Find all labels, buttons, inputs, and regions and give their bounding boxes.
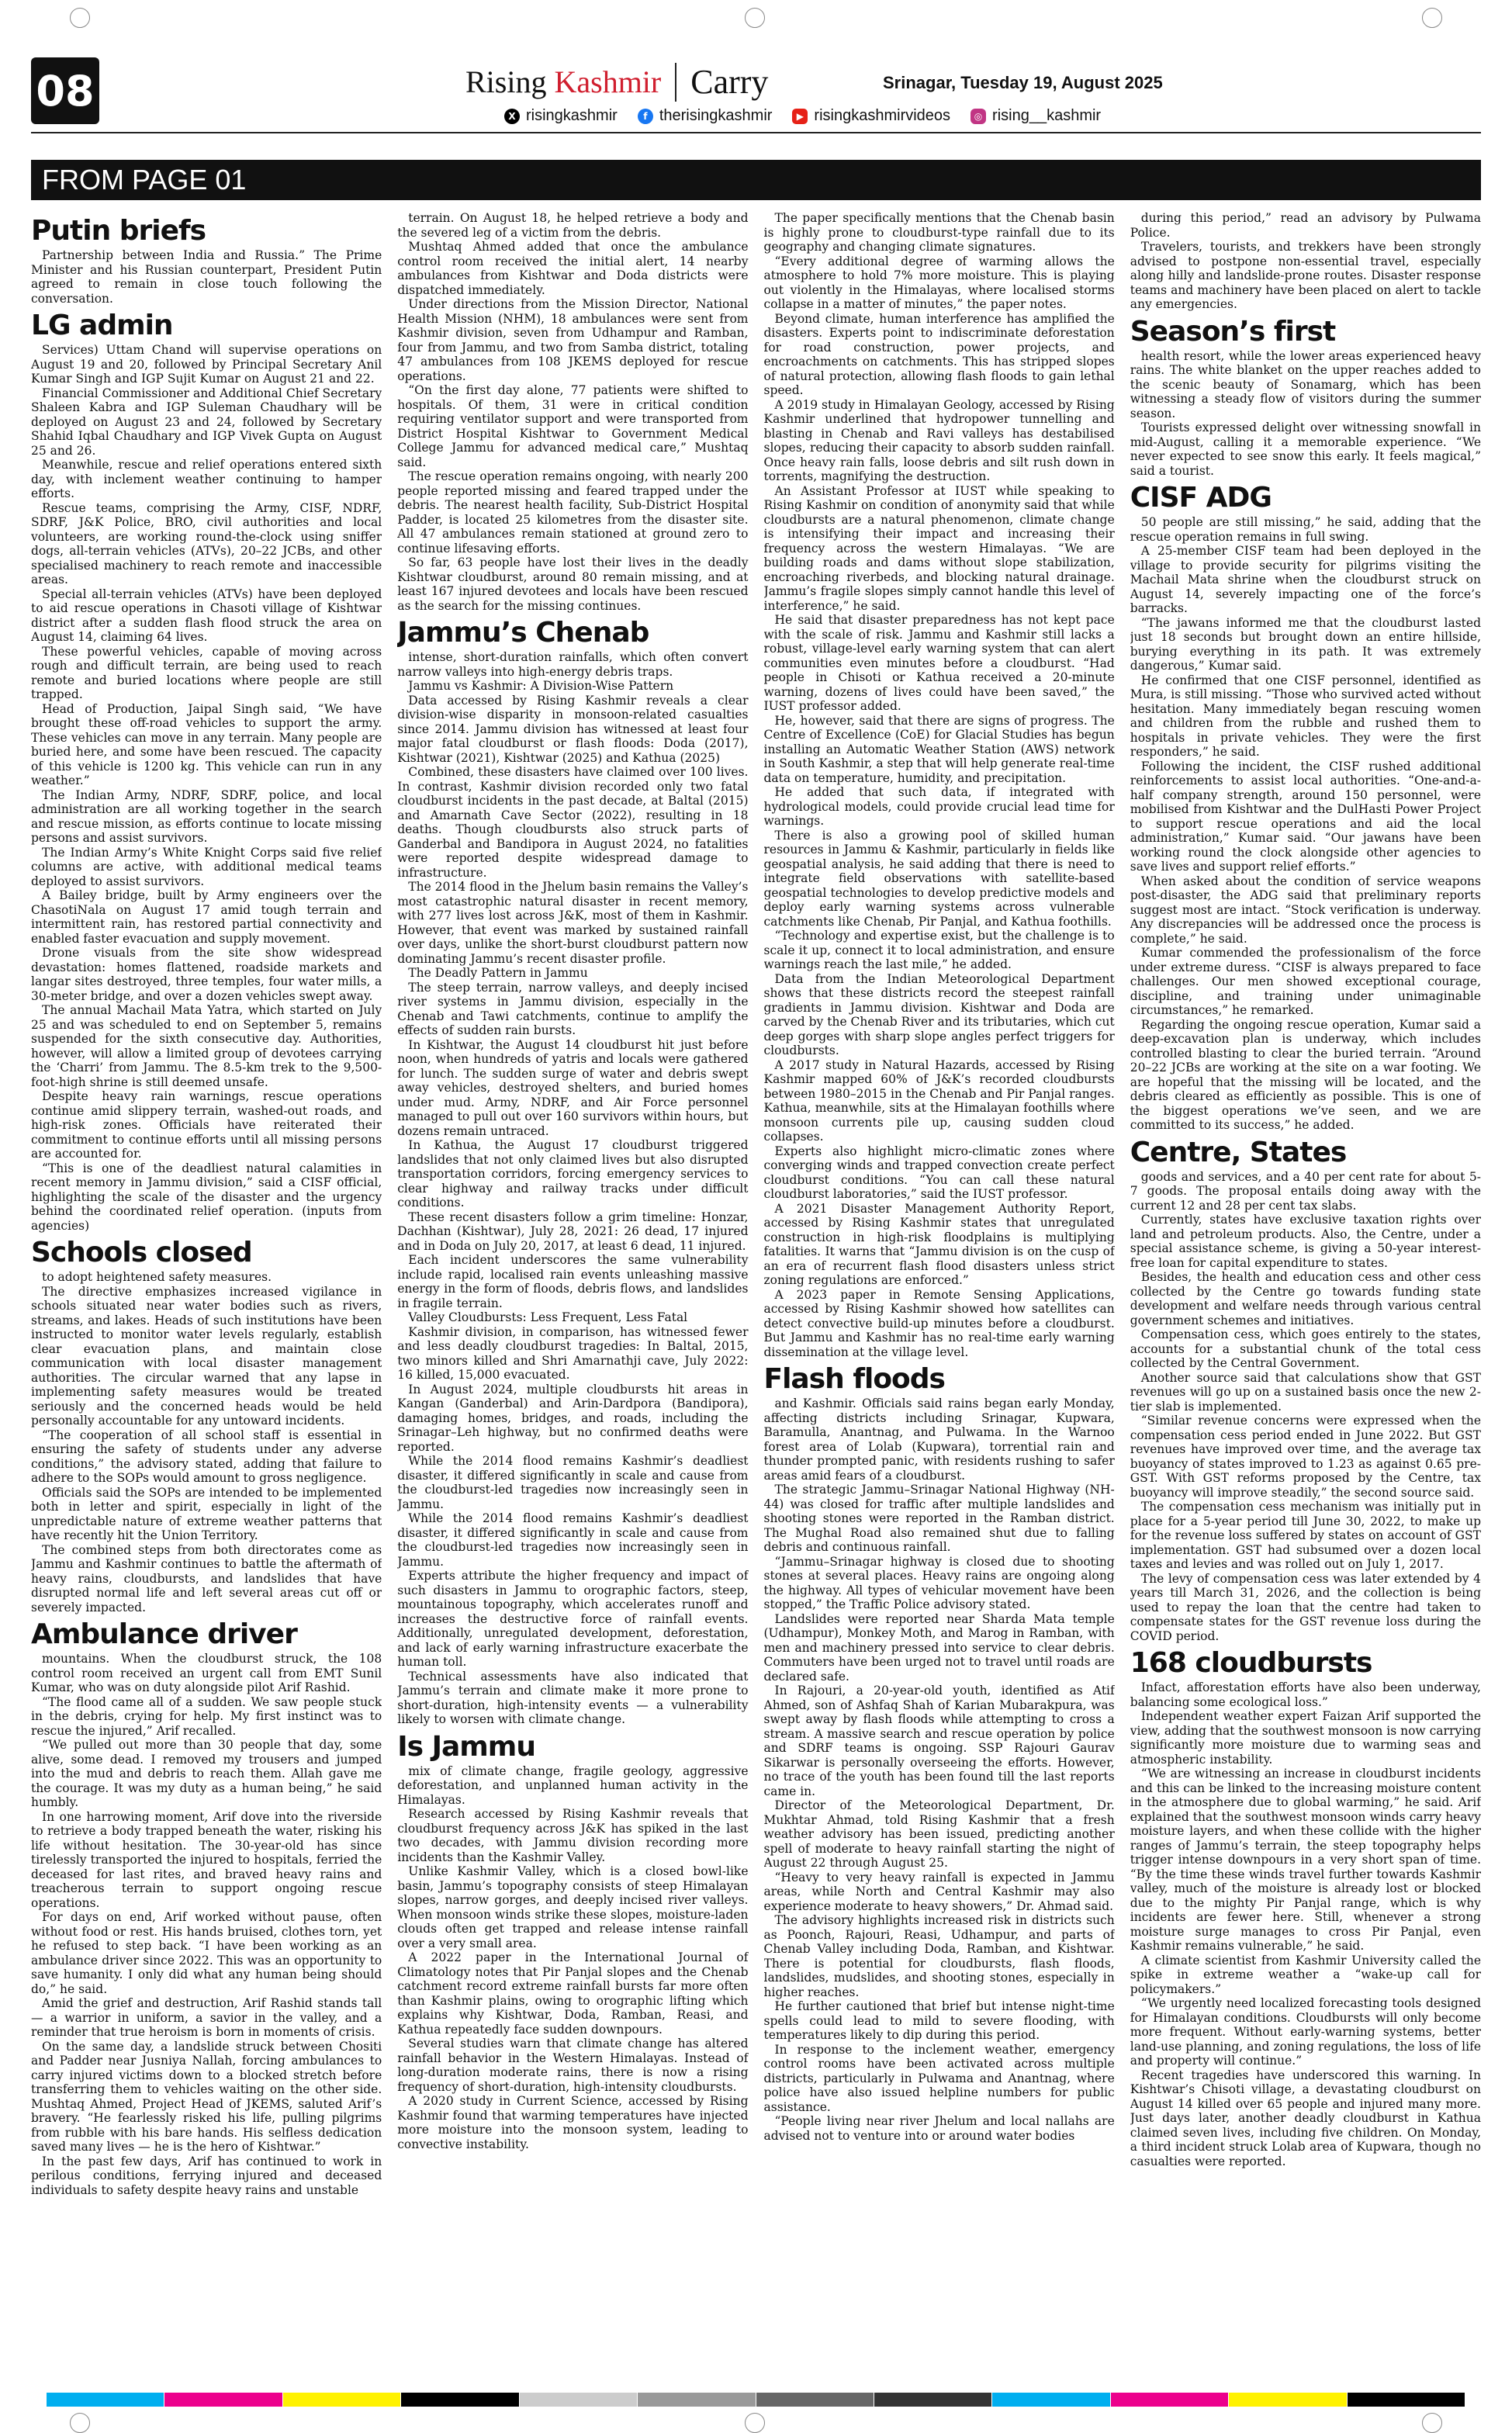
article-paragraph: In Kathua, the August 17 cloudburst triggered landslides that not only claimed lives but also disrupted transportation corridors, forcing emergency services to clear highway and railway tracks under difficult conditions. xyxy=(397,1138,749,1210)
article-paragraph: 50 people are still missing,” he said, adding that the rescue operation remains in full swing. xyxy=(1130,515,1481,544)
article-paragraph: Kumar commended the professionalism of the force under extreme duress. “CISF is always prepared to face challenges. Our men showed exceptional courage, discipline, and training under unimaginable circumstances,” he remarked. xyxy=(1130,946,1481,1017)
article-paragraph: A 2023 paper in Remote Sensing Applications, accessed by Rising Kashmir showed how satellites can detect convective build-up minutes before a cloudburst. But Jammu and Kashmir has no real-time early warning dissemination at the village level. xyxy=(763,1287,1115,1359)
article-paragraph: Research accessed by Rising Kashmir reveals that cloudburst frequency across J&K has spiked in the last two decades, with Jammu division recording more incidents than the Kashmir Valley. xyxy=(397,1807,749,1864)
article-paragraph: Meanwhile, rescue and relief operations entered sixth day, with inclement weather continuing to hamper efforts. xyxy=(31,458,382,500)
article-paragraph: He, however, said that there are signs of progress. The Centre of Excellence (CoE) for Glacial Studies has begun installing an Automatic Weather Station (AWS) network in South Kashmir, a step that will help generate real-time data on temperature, humidity, and precipitation. xyxy=(763,713,1115,785)
article-headline: Schools closed xyxy=(31,1237,252,1268)
social-facebook[interactable] xyxy=(638,107,773,125)
article-paragraph: Officials said the SOPs are intended to be implemented both in letter and spirit, especially in light of the unpredictable nature of extreme weather patterns that have recently hit the Union Territory. xyxy=(31,1485,382,1542)
article-paragraph: Beyond climate, human interference has amplified the disasters. Experts point to indiscriminate deforestation for road construction, power projects, and encroachments on catchments. This has stripped slopes of natural protection, allowing flash floods to gain lethal speed. xyxy=(763,311,1115,397)
column-4 xyxy=(1130,211,1481,2366)
column-3 xyxy=(764,211,1115,2366)
article-paragraph: “This is one of the deadliest natural calamities in recent memory in Jammu division,” said a CISF official, highlighting the scale of the disaster and the urgency behind the coordinated relief operation. (inputs from agencies) xyxy=(31,1161,382,1233)
registration-mark xyxy=(745,2413,765,2433)
article-paragraph: The Deadly Pattern in Jammu xyxy=(408,966,588,980)
column-2 xyxy=(397,211,748,2366)
article-paragraph: Jammu vs Kashmir: A Division-Wise Pattern xyxy=(408,679,674,693)
article-headline: Is Jammu xyxy=(397,1730,535,1763)
article-paragraph: A 2019 study in Himalayan Geology, accessed by Rising Kashmir underlined that hydropower tunnelling and blasting in Chenab and Ravi valleys has destabilised slopes, reducing their capacity to absorb sudden rainfall. Once heavy rain falls, loose debris and silt rush down in torrents, magnifying the destruction. xyxy=(763,397,1115,483)
article-headline: CISF ADG xyxy=(1130,482,1272,514)
article-paragraph: Rescue teams, comprising the Army, CISF, NDRF, SDRF, J&K Police, BRO, civil authorities and local volunteers, are working round-the-clock using sniffer dogs, all-terrain vehicles (ATVs), 20–22 JCBs, and other specialised machinery to reach remote and inaccessible areas. xyxy=(31,500,382,587)
social-instagram[interactable] xyxy=(971,107,1101,125)
article-paragraph: In one harrowing moment, Arif dove into the riverside to retrieve a body trapped beneath the water, risking his life without hesitation. The 30-year-old has since tirelessly transported the injured to hospitals, ferried the deceased for last rites, and braved heavy rains and treacherous terrain to support ongoing rescue operations. xyxy=(31,1809,382,1910)
article-paragraph: Data accessed by Rising Kashmir reveals a clear division-wise disparity in monsoon-related casualties since 2014. Jammu division has witnessed at least four major fatal cloudburst or flash floods: Doda (2017), Kishtwar (2021), Kishtwar (2025) and Kathua (2025) xyxy=(397,693,749,765)
article-paragraph: to adopt heightened safety measures. xyxy=(42,1270,272,1284)
article-paragraph: Besides, the health and education cess and other cess collected by the Centre go towards funding state development and welfare needs through various central government schemes and initiatives. xyxy=(1130,1270,1481,1327)
article-paragraph: Amid the grief and destruction, Arif Rashid stands tall — a warrior in uniform, a savior in the valley, and a reminder that true heroism is born in moments of crisis. xyxy=(31,1996,382,2039)
article-paragraph: “We urgently need localized forecasting tools designed for Himalayan conditions. Cloudbursts will only become more frequent. Without early-warning systems, better land-use planning, and zoning regulations, the loss of life and property will continue.” xyxy=(1130,1996,1481,2068)
article-headline: Flash floods xyxy=(763,1363,945,1395)
article-paragraph: The 2014 flood in the Jhelum basin remains the Valley’s most catastrophic natural disaster in recent memory, with 277 lives lost across J&K, most of them in Kashmir. However, that event was marked by sustained rainfall over days, unlike the short-burst cloudburst pattern now dominating Jammu’s recent disaster profile. xyxy=(397,880,749,966)
article-paragraph: A 2021 Disaster Management Authority Report, accessed by Rising Kashmir states that unregulated construction in high-risk floodplains is multiplying fatalities. It warns that “Jammu division is on the cusp of an era of recurrent flash flood disasters unless strict zoning regulations are enforced.” xyxy=(763,1201,1115,1287)
article-paragraph: mountains. When the cloudburst struck, the 108 control room received an urgent call from EMT Sunil Kumar, who was on duty alongside pilot Arif Rashid. xyxy=(31,1652,382,1694)
social-handle: risingkashmir xyxy=(526,107,618,124)
article-paragraph: The strategic Jammu–Srinagar National Highway (NH-44) was closed for traffic after multiple landslides and shooting stones were reported in the Ramban district. The Mughal Road also remained shut due to falling debris and continuous rainfall. xyxy=(763,1483,1115,1554)
article-paragraph: Partnership between India and Russia.” The Prime Minister and his Russian counterpart, President Putin agreed to remain in close touch following the conversation. xyxy=(31,248,382,306)
article-paragraph: terrain. On August 18, he helped retrieve a body and the severed leg of a victim from the debris. xyxy=(397,211,749,240)
instagram-icon: ◎ xyxy=(971,109,986,124)
article-paragraph: In August 2024, multiple cloudbursts hit areas in Kangan (Ganderbal) and Arin-Dardpora (Bandipora), damaging homes, bridges, and roads, including the Srinagar–Leh highway, but no confirmed deaths were reported. xyxy=(397,1382,749,1454)
youtube-icon: ▶ xyxy=(792,109,808,124)
article-paragraph: Drone visuals from the site show widespread devastation: homes flattened, roadside markets and langar sites destroyed, three temples, four water mills, a 30-meter bridge, and over a dozen vehicles swept away. xyxy=(31,946,382,1003)
registration-mark xyxy=(70,2413,90,2433)
registration-mark xyxy=(1422,2413,1442,2433)
article-paragraph: Regarding the ongoing rescue operation, Kumar said a deep-excavation plan is underway, which includes controlled blasting to clear the buried terrain. “Around 20–22 JCBs are working at the site on a war footing. We are hopeful that the missing will be located, and the debris cleared as efficiently as possible. This is one of the biggest operations we’ve seen, and we are committed to its success,” he added. xyxy=(1130,1017,1481,1132)
article-paragraph: On the same day, a landslide struck between Chositi and Padder near Jusniya Nallah, forcing ambulances to carry injured victims down to a blocked stretch before transferring them to vehicles waiting on the other side. Mushtaq Ahmed, Project Head of JKEMS, saluted Arif’s bravery. “He fearlessly risked his life, pulling pilgrims from rubble with his bare hands. His selfless dedication saved many lives — he is the hero of Kishtwar.” xyxy=(31,2039,382,2154)
article-paragraph: “Every additional degree of warming allows the atmosphere to hold 7% more moisture. This is playing out violently in the Himalayas, where localised storms collapse in a matter of minutes,” the paper notes. xyxy=(763,254,1115,311)
dateline: Srinagar, Tuesday 19, August 2025 xyxy=(883,73,1163,92)
article-paragraph: So far, 63 people have lost their lives in the deadly Kishtwar cloudburst, around 80 remain missing, and at least 167 injured devotees and locals have been rescued as the search for the missing continues. xyxy=(397,555,749,613)
brand-logo xyxy=(465,64,661,100)
article-paragraph: The paper specifically mentions that the Chenab basin is highly prone to cloudburst-type rainfall due to its geography and changing climate signatures. xyxy=(763,211,1115,254)
article-paragraph: “The jawans informed me that the cloudburst lasted just 18 seconds but brought down an entire hillside, burying everything in its path. It was extremely dangerous,” Kumar said. xyxy=(1130,615,1481,673)
article-paragraph: For days on end, Arif worked without pause, often without food or rest. His hands bruised, clothes torn, yet he refused to step back. “I have been working as an ambulance driver since 2022. This was an opportunity to save humanity. I only did what any human being should do,” he said. xyxy=(31,1910,382,1996)
social-handle: rising__kashmir xyxy=(992,107,1102,124)
article-paragraph: Special all-terrain vehicles (ATVs) have been deployed to aid rescue operations in Chasoti village of Kishtwar district after a sudden flash flood struck the area on August 14, claiming 64 lives. xyxy=(31,587,382,644)
article-paragraph: In the past few days, Arif has continued to work in perilous conditions, ferrying injured and deceased individuals to safety despite heavy rains and unstable xyxy=(31,2154,382,2197)
article-paragraph: Combined, these disasters have claimed over 100 lives. In contrast, Kashmir division recorded only two fatal cloudburst incidents in the past decade, at Baltal (2015) and Amarnath Cave Sector (2022), resulting in 18 deaths. Though cloudbursts also struck parts of Ganderbal and Bandipora in August 2024, no fatalities were reported despite widespread damage to infrastructure. xyxy=(397,765,749,880)
article-paragraph: In Kishtwar, the August 14 cloudburst hit just before noon, when hundreds of yatris and locals were gathered for lunch. The sudden surge of water and debris swept away vehicles, destroyed shelters, and buried homes under mud. Army, NDRF, and Air Force personnel managed to pull out over 160 survivors within hours, but dozens remain untraced. xyxy=(397,1037,749,1138)
article-paragraph: There is also a growing pool of skilled human resources in Jammu & Kashmir, particularly in fields like geospatial analysis, he said adding that there is need to integrate field observations with satellite-based geospatial technologies to develop predictive models and deploy early warning systems across vulnerable catchments like Chenab, Pir Panjal, and Kathua foothills. xyxy=(763,828,1115,929)
section-banner: FROM PAGE 01 xyxy=(31,160,1481,200)
article-paragraph: Valley Cloudbursts: Less Frequent, Less Fatal xyxy=(408,1310,688,1324)
article-paragraph: The advisory highlights increased risk in districts such as Poonch, Rajouri, Reasi, Udhampur, and parts of Chenab Valley including Doda, Ramban, and Kishtwar. There is potential for cloudbursts, flash floods, landslides, mudslides, and shooting stones, especially in higher reaches. xyxy=(763,1913,1115,1999)
registration-mark xyxy=(1422,8,1442,28)
article-columns xyxy=(31,211,1481,2366)
article-paragraph: “Heavy to very heavy rainfall is expected in Jammu areas, while North and Central Kashmir may also experience moderate to heavy showers,” Dr. Ahmad said. xyxy=(763,1870,1115,1913)
article-paragraph: The annual Machail Mata Yatra, which started on July 25 and was scheduled to end on September 5, remains suspended for the sixth consecutive day. Authorities, however, will allow a limited group of devotees carrying the ‘Charri’ from Jammu. The 8.5-km trek to the 9,500-foot-high shrine is still deemed unsafe. xyxy=(31,1003,382,1089)
article-paragraph: “The cooperation of all school staff is essential in ensuring the safety of students under any adverse conditions,” the advisory stated, adding that failure to adhere to the SOPs would amount to gross negligence. xyxy=(31,1428,382,1485)
article-paragraph: A climate scientist from Kashmir University called the spike in extreme weather a “wake-up call for policymakers.” xyxy=(1130,1953,1481,1996)
article-headline: Putin briefs xyxy=(31,215,206,247)
article-paragraph: The levy of compensation cess was later extended by 4 years till March 31, 2026, and the collection is being used to repay the loan that the centre had taken to compensate states for the GST revenue loss during the COVID period. xyxy=(1130,1571,1481,1643)
article-paragraph: Financial Commissioner and Additional Chief Secretary Shaleen Kabra and IGP Suleman Chaudhary will be deployed on August 23 and 24, followed by Secretary Shahid Iqbal Chaudhary and IGP Vivek Gupta on August 25 and 26. xyxy=(31,386,382,458)
article-paragraph: Technical assessments have also indicated that Jammu’s terrain and climate make it more prone to short-duration, high-intensity events — a vulnerability likely to worsen with climate change. xyxy=(397,1669,749,1726)
article-paragraph: The steep terrain, narrow valleys, and deeply incised river systems in Jammu division, especially in the Chenab and Tawi catchments, continue to amplify the effects of sudden rain bursts. xyxy=(397,980,749,1037)
article-paragraph: Services) Uttam Chand will supervise operations on August 19 and 20, followed by Principal Secretary Anil Kumar Singh and IGP Sujit Kumar on August 21 and 22. xyxy=(31,343,382,386)
article-paragraph: Data from the Indian Meteorological Department shows that these districts record the steepest rainfall gradients in Jammu division. Kishtwar and Doda are carved by the Chenab River and its tributaries, which cut deep gorges with sharp slope angles perfect triggers for cloudbursts. xyxy=(763,971,1115,1057)
article-paragraph: Director of the Meteorological Department, Dr. Mukhtar Ahmad, told Rising Kashmir that a fresh weather advisory has been issued, predicting another spell of moderate to heavy rainfall starting the night of August 22 through August 25. xyxy=(763,1798,1115,1870)
article-paragraph: Following the incident, the CISF rushed additional reinforcements to assist local authorities. “One-and-a-half company strength, around 150 personnel, were mobilised from Kishtwar and the DulHasti Power Project to support rescue operations and aid the local administration,” Kumar said. “Our jawans have been working round the clock alongside other agencies to save lives and support relief efforts.” xyxy=(1130,759,1481,874)
article-paragraph: Currently, states have exclusive taxation rights over land and petroleum products. Also, the Centre, under a special assistance scheme, is giving a 50-year interest-free loan for capital expenditure to states. xyxy=(1130,1213,1481,1270)
article-paragraph: goods and services, and a 40 per cent rate for about 5-7 goods. The proposal entails doing away with the current 12 and 28 per cent tax slabs. xyxy=(1130,1169,1481,1213)
social-x[interactable] xyxy=(504,107,618,125)
article-paragraph: The rescue operation remains ongoing, with nearly 200 people reported missing and feared trapped under the debris. The nearest health facility, Sub-District Hospital Padder, is located 25 kilometres from the disaster site. All 47 ambulances remain stationed at ground zero to continue lifesaving efforts. xyxy=(397,469,749,555)
article-paragraph: “Technology and expertise exist, but the challenge is to scale it up, connect it to local administration, and ensure warnings reach the last mile,” he added. xyxy=(763,929,1115,971)
article-paragraph: Mushtaq Ahmed added that once the ambulance control room received the initial alert, 14 nearby ambulances from Kishtwar and Doda districts were dispatched immediately. xyxy=(397,240,749,297)
registration-mark xyxy=(70,8,90,28)
print-registration-marks-bottom xyxy=(0,2405,1512,2428)
article-paragraph: While the 2014 flood remains Kashmir’s deadliest disaster, it differed significantly in scale and cause from the cloudburst-led tragedies now increasingly seen in Jammu. xyxy=(397,1511,749,1569)
article-paragraph: These recent disasters follow a grim timeline: Honzar, Dachhan (Kishtwar), July 28, 2021: 26 dead, 17 injured and in Doda on July 20, 2017, at least 6 dead, 11 injured. xyxy=(397,1210,749,1253)
article-headline: Jammu’s Chenab xyxy=(397,617,649,649)
article-paragraph: The compensation cess mechanism was initially put in place for a 5-year period till June 30, 2022, to make up for the revenue loss suffered by states on account of GST implementation. GST had subsumed over a dozen local taxes and levies and was rolled out on July 1, 2017. xyxy=(1130,1500,1481,1571)
article-paragraph: While the 2014 flood remains Kashmir’s deadliest disaster, it differed significantly in scale and cause from the cloudburst-led tragedies now increasingly seen in Jammu. xyxy=(397,1454,749,1511)
article-paragraph: The Indian Army’s White Knight Corps said five relief columns are active, with additional medical teams deployed to assist survivors. xyxy=(31,845,382,888)
facebook-icon: f xyxy=(638,109,653,124)
article-paragraph: The Indian Army, NDRF, SDRF, police, and local administration are all working together in the search and rescue mission, as efforts continue to locate missing persons and assist survivors. xyxy=(31,787,382,845)
article-paragraph: Infact, afforestation efforts have also been underway, balancing some ecological loss.” xyxy=(1130,1680,1481,1709)
article-paragraph: He added that such data, if integrated with hydrological models, could provide crucial lead time for warnings. xyxy=(763,785,1115,828)
article-paragraph: Travelers, tourists, and trekkers have been strongly advised to postpone non-essential travel, especially along hilly and landslide-prone routes. Disaster response teams and machinery have been placed on alert to tackle any emergencies. xyxy=(1130,240,1481,311)
article-paragraph: Experts also highlight micro-climatic zones where converging winds and trapped convection create perfect cloudburst conditions. “You can call these natural cloudburst laboratories,” said the IUST professor. xyxy=(763,1144,1115,1201)
article-paragraph: A 2020 study in Current Science, accessed by Rising Kashmir found that warming temperatures have injected more moisture into the monsoon system, leading to convective instability. xyxy=(397,2094,749,2151)
brand-rising: Rising xyxy=(465,64,555,99)
social-handle: therisingkashmir xyxy=(659,107,773,124)
article-paragraph: “We pulled out more than 30 people that day, some alive, some dead. I removed my trousers and jumped into the mud and debris to reach them. Allah gave me the courage. It was my duty as a human being,” he said humbly. xyxy=(31,1738,382,1809)
article-paragraph: Under directions from the Mission Director, National Health Mission (NHM), 18 ambulances were sent from Kashmir division, seven from Udhampur and Ramban, four from Jammu, and two from Samba district, totaling 47 ambulances from 108 JKEMS deployed for rescue operations. xyxy=(397,297,749,383)
article-paragraph: He confirmed that one CISF personnel, identified as Mura, is still missing. “Those who survived acted without hesitation. Many immediately began rescuing women and children from the rubble and rushed them to hospitals in private vehicles. They were the first responders,” he said. xyxy=(1130,673,1481,759)
article-paragraph: The combined steps from both directorates come as Jammu and Kashmir continues to battle the aftermath of heavy rains, cloudbursts, and landslides that have disrupted normal life and left several areas cut off or severely impacted. xyxy=(31,1542,382,1615)
article-paragraph: Compensation cess, which goes entirely to the states, accounts for a substantial chunk of the total cess collected by the Central Government. xyxy=(1130,1327,1481,1370)
article-paragraph: Head of Production, Jaipal Singh said, “We have brought these off-road vehicles to support the army. These vehicles can move in any terrain. Many people are buried here, and some have been rescued. The capacity of this vehicle is 1200 kg. This vehicle can run in any weather.” xyxy=(31,701,382,787)
article-paragraph: “We are witnessing an increase in cloudburst incidents and this can be linked to the increasing moisture content in the atmosphere due to global warming,” he said. Arif explained that the southwest monsoon winds carry heavy moisture layers, and when these collide with the higher ranges of Jammu’s terrain, the steep topography helps trigger intense downpours in a very short span of time. “By the time these winds travel further towards Kashmir valley, much of the moisture is already lost or blocked due to the mighty Pir Panjal range, which is why incidents are fewer here. Still, whenever a strong moisture surge manages to cross Pir Panjal, even Kashmir remains vulnerable,” he said. xyxy=(1130,1767,1481,1953)
article-paragraph: health resort, while the lower areas experienced heavy rains. The white blanket on the upper reaches added to the scenic beauty of Sonamarg, which has been witnessing a steady flow of visitors during the summer season. xyxy=(1130,348,1481,420)
article-paragraph: “Similar revenue concerns were expressed when the compensation cess period ended in June 2022. But GST revenues have improved over time, and the average tax buoyancy of states improved to 1.23 as against 0.65 pre-GST. With GST reforms proposed by the Centre, tax buoyancy will improve steadily,” the second source said. xyxy=(1130,1414,1481,1500)
page-header xyxy=(31,47,1481,133)
article-paragraph: Each incident underscores the same vulnerability include rapid, localised rain events unleashing massive energy in the form of floods, debris flows, and landslides in fragile terrain. xyxy=(397,1253,749,1310)
masthead-divider xyxy=(675,63,676,102)
article-paragraph: These powerful vehicles, capable of moving across rough and difficult terrain, are being used to reach remote and buried locations where people are still trapped. xyxy=(31,644,382,701)
article-paragraph: Several studies warn that climate change has altered rainfall behavior in the Western Himalayas. Instead of long-duration moderate rains, there is now a rising frequency of short-duration, high-intensity cloudbursts. xyxy=(397,2037,749,2094)
x-icon: X xyxy=(504,109,520,124)
masthead xyxy=(465,62,768,102)
social-handle: risingkashmirvideos xyxy=(814,107,951,124)
article-paragraph: A 2022 paper in the International Journal of Climatology notes that Pir Panjal slopes and the Chenab catchment record extreme rainfall bursts far more often than Kashmir plains, owing to orographic lifting which explains why Kishtwar, Doda, Ramban, Reasi, and Kathua repeatedly face sudden downpours. xyxy=(397,1950,749,2037)
article-paragraph: Tourists expressed delight over witnessing snowfall in mid-August, calling it a memorable experience. “We never expected to see snow this early. It feels magical,” said a tourist. xyxy=(1130,420,1481,478)
article-headline: Ambulance driver xyxy=(31,1618,297,1650)
article-headline: LG admin xyxy=(31,310,173,341)
article-paragraph: Independent weather expert Faizan Arif supported the view, adding that the southwest monsoon is now carrying significantly more moisture due to warming seas and atmospheric instability. xyxy=(1130,1709,1481,1767)
article-paragraph: Experts attribute the higher frequency and impact of such disasters in Jammu to orographic factors, steep, mountainous topography, which accelerates runoff and increases the destructive force of rainfall events. Additionally, unregulated development, deforestation, and lack of early warning infrastructure exacerbate the human toll. xyxy=(397,1569,749,1669)
article-paragraph: He said that disaster preparedness has not kept pace with the scale of risk. Jammu and Kashmir still lacks a robust, village-level early warning system that can alert communities even minutes before a cloudburst. “Had people in Chisoti or Kathua received a 20-minute warning, dozens of lives could have been saved,” the IUST professor added. xyxy=(763,613,1115,713)
article-paragraph: Landslides were reported near Sharda Mata temple (Udhampur), Monkey Moth, and Marog in Ramban, with men and machinery pressed into service to clear debris. Commuters have been urged not to travel until roads are declared safe. xyxy=(763,1611,1115,1684)
brand-kashmir: Kashmir xyxy=(554,64,662,99)
article-headline: Season’s first xyxy=(1130,315,1336,348)
article-paragraph: A Bailey bridge, built by Army engineers over the ChasotiNala on August 17 amid tough terrain and intermittent rain, has restored partial connectivity and enabled faster evacuation and supply movement. xyxy=(31,888,382,946)
article-paragraph: “The flood came all of a sudden. We saw people stuck in the debris, crying for help. My first instinct was to rescue the injured,” Arif recalled. xyxy=(31,1694,382,1738)
article-paragraph: In Rajouri, a 20-year-old youth, identified as Atif Ahmed, son of Ashfaq Shah of Karian Mubarakpura, was swept away by flash floods while attempting to cross a stream. A massive search and rescue operation by police and SDRF teams is ongoing. SSP Rajouri Gaurav Sikarwar is personally overseeing the efforts. However, no trace of the youth has been found till the last reports came in. xyxy=(763,1684,1115,1798)
article-paragraph: Despite heavy rain warnings, rescue operations continue amid slippery terrain, washed-out roads, and high-risk zones. Officials have reiterated their commitment to continue efforts until all missing persons are accounted for. xyxy=(31,1089,382,1161)
article-paragraph: during this period,” read an advisory by Pulwama Police. xyxy=(1130,211,1481,240)
section-name: Carry xyxy=(690,63,769,101)
article-paragraph: mix of climate change, fragile geology, aggressive deforestation, and unplanned human activity in the Himalayas. xyxy=(397,1763,749,1807)
article-paragraph: and Kashmir. Officials said rains began early Monday, affecting districts including Srinagar, Kupwara, Baramulla, Anantnag, and Pulwama. In the Warnoo forest area of Lolab (Kupwara), torrential rain and thunder prompted panic, with residents rushing to safer areas amid fears of a cloudburst. xyxy=(763,1396,1115,1483)
article-paragraph: Kashmir division, in comparison, has witnessed fewer and less deadly cloudburst tragedies: In Baltal, 2015, two minors killed and Shri Amarnathji cave, July 2022: 16 killed, 15,000 evacuated. xyxy=(397,1324,749,1382)
article-paragraph: A 2017 study in Natural Hazards, accessed by Rising Kashmir mapped 60% of J&K’s recorded cloudbursts between 1980–2015 in the Chenab and Pir Panjal ranges. Kathua, meanwhile, sits at the Himalayan foothills where monsoon currents pile up, causing sudden cloud collapses. xyxy=(763,1057,1115,1144)
article-paragraph: He further cautioned that brief but intense night-time spells could lead to mild to severe flooding, with temperatures likely to dip during this period. xyxy=(763,1999,1115,2042)
article-paragraph: A 25-member CISF team had been deployed in the village to provide security for pilgrims visiting the Machail Mata shrine when the cloudburst struck on August 14, severely impacting one of the force’s barracks. xyxy=(1130,544,1481,615)
article-paragraph: Recent tragedies have underscored this warning. In Kishtwar’s Chisoti village, a devastating cloudburst on August 14 killed over 65 people and injured many more. Just days later, another deadly cloudburst in Kathua claimed seven lives, including five children. On Monday, a third incident struck Lolab area of Kupwara, though no casualties were reported. xyxy=(1130,2068,1481,2168)
registration-mark xyxy=(745,8,765,28)
social-youtube[interactable] xyxy=(792,107,950,125)
article-paragraph: “On the first day alone, 77 patients were shifted to hospitals. Of them, 31 were in critical condition requiring ventilator support and were transported from District Hospital Kishtwar to Government Medical College Jammu for advanced medical care,” Mushtaq said. xyxy=(397,383,749,469)
social-handles xyxy=(504,107,1101,125)
article-paragraph: An Assistant Professor at IUST while speaking to Rising Kashmir on condition of anonymity said that while cloudbursts are a natural phenomenon, climate change is intensifying their impact and increasing their frequency across the western Himalayas. “We are building roads and dams without slope stabilization, encroaching riverbeds, and blocking natural drainage. Jammu’s fragile slopes simply cannot handle this level of interference,” he said. xyxy=(763,483,1115,613)
article-paragraph: In response to the inclement weather, emergency control rooms have been activated across multiple districts, particularly in Pulwama and Anantnag, where police have also issued helpline numbers for public assistance. xyxy=(763,2042,1115,2114)
article-headline: Centre, States xyxy=(1130,1136,1347,1168)
column-1 xyxy=(31,211,382,2366)
article-paragraph: Unlike Kashmir Valley, which is a closed bowl-like basin, Jammu’s topography consists of steep Himalayan slopes, narrow gorges, and deeply incised river valleys. When monsoon winds strike these slopes, moisture-laden clouds often get trapped and release intense rainfall over a very small area. xyxy=(397,1864,749,1950)
article-headline: 168 cloudbursts xyxy=(1130,1647,1372,1679)
article-paragraph: intense, short-duration rainfalls, which often convert narrow valleys into high-energy debris traps. xyxy=(397,650,749,679)
page-number: 08 xyxy=(31,57,99,124)
article-paragraph: “Jammu–Srinagar highway is closed due to shooting stones at several places. Heavy rains are ongoing along the highway. All types of vehicular movement have been stopped,” the Traffic Police advisory stated. xyxy=(763,1554,1115,1611)
article-paragraph: When asked about the condition of service weapons post-disaster, the ADG said that preliminary reports suggest most are intact. “Stock verification is underway. Any discrepancies will be addressed once the process is complete,” he said. xyxy=(1130,874,1481,946)
article-paragraph: The directive emphasizes increased vigilance in schools situated near water bodies such as rivers, streams, and lakes. Heads of such institutions have been instructed to monitor water levels regularly, establish clear evacuation plans, and maintain close communication with local disaster management authorities. The circular warned that any lapse in implementing safety measures would be treated seriously and the concerned heads would be held personally accountable for any untoward incidents. xyxy=(31,1284,382,1428)
article-paragraph: Another source said that calculations show that GST revenues will go up on a sustained basis once the new 2-tier slab is implemented. xyxy=(1130,1370,1481,1414)
article-paragraph: “People living near river Jhelum and local nallahs are advised not to venture into or around water bodies xyxy=(763,2114,1115,2143)
print-registration-marks-top xyxy=(0,0,1512,23)
